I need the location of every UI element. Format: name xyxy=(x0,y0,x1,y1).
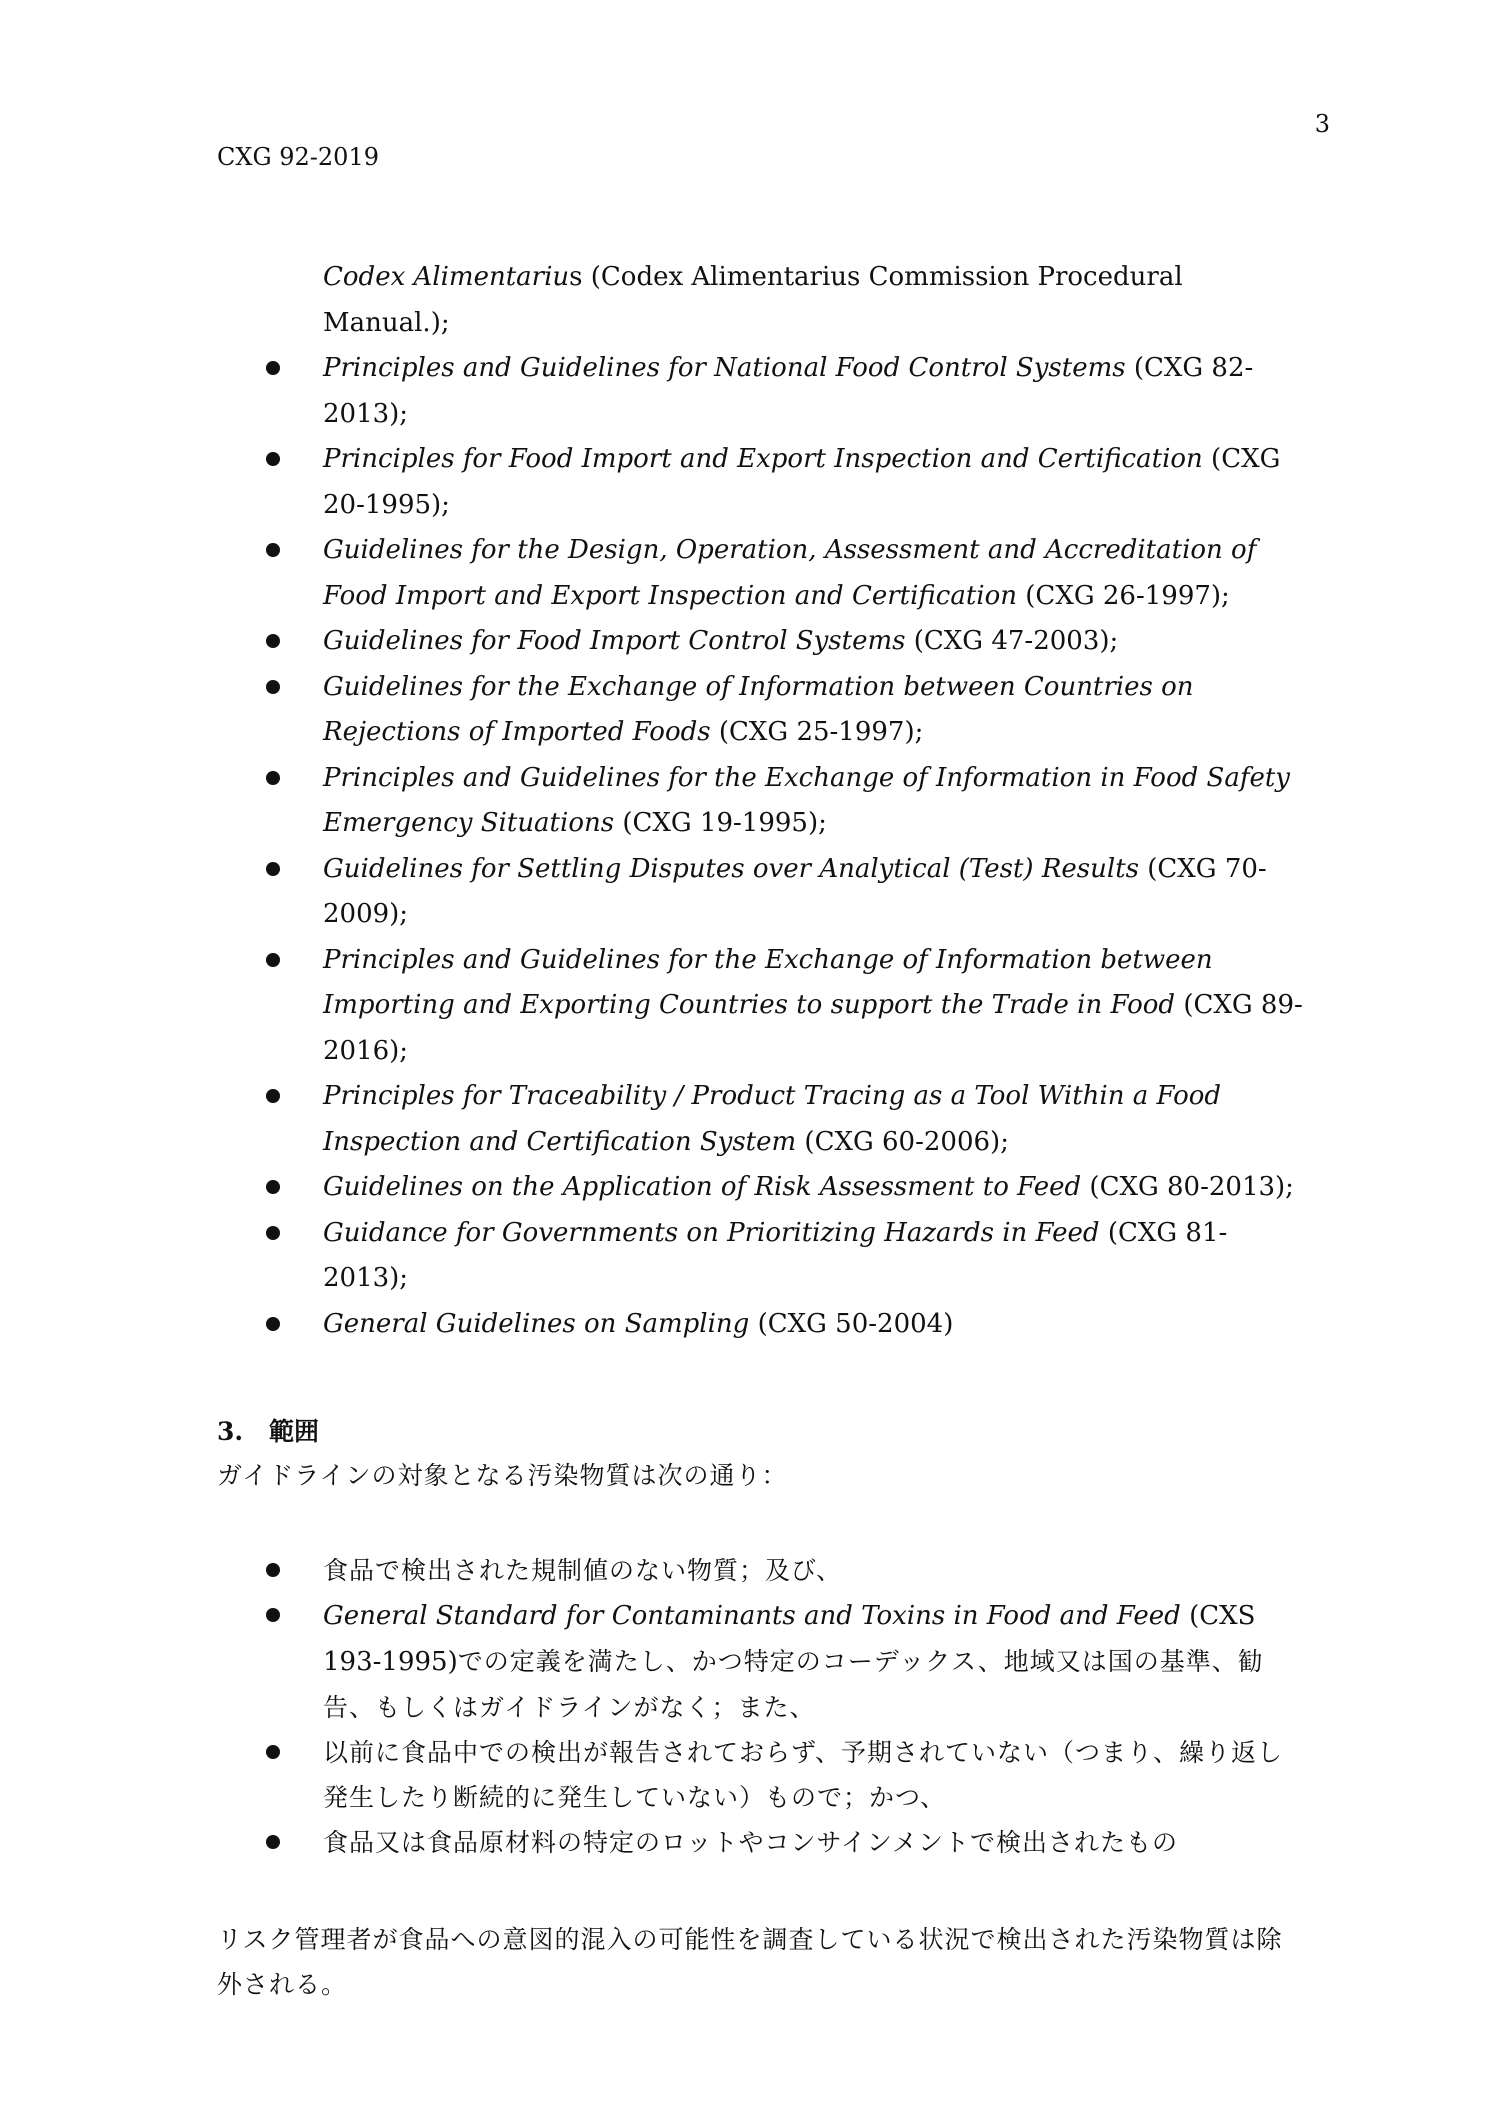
section-title: 範囲 xyxy=(269,1417,320,1446)
reference-code: (CXG 19-1995); xyxy=(614,808,827,838)
bullet-icon xyxy=(266,1608,280,1622)
reference-item xyxy=(217,346,1307,437)
reference-title: Guidelines for Food Import Control Systems xyxy=(323,626,906,656)
reference-title: Principles for Traceability / Product Tracing as a Tool Within a Food Inspection and Certification System xyxy=(323,1081,1222,1157)
page-number: 3 xyxy=(1314,110,1330,138)
reference-item xyxy=(217,847,1307,938)
bullet-icon xyxy=(266,953,280,967)
reference-title: Principles and Guidelines for the Exchange of Information between Importing and Exporting Countries to support the Trade in Food xyxy=(323,944,1213,1020)
reference-item xyxy=(217,1165,1307,1211)
bullet-icon xyxy=(266,1563,280,1577)
reference-title: Guidelines on the Application of Risk Assessment to Feed xyxy=(323,1172,1082,1202)
scope-item xyxy=(217,1593,1307,1730)
section-number: 3. xyxy=(217,1417,244,1446)
reference-item xyxy=(217,437,1307,528)
reference-title: General Guidelines on Sampling xyxy=(323,1308,750,1339)
bullet-icon xyxy=(266,771,280,785)
document-code: CXG 92-2019 xyxy=(217,143,379,171)
bullet-icon xyxy=(266,1089,280,1103)
reference-code: (CXG 82-2013); xyxy=(323,353,1254,429)
standard-code: (CXS 193-1995) xyxy=(323,1601,1256,1677)
reference-item xyxy=(217,665,1307,756)
bullet-icon xyxy=(266,1835,280,1849)
reference-code: (CXG 81-2013); xyxy=(323,1217,1228,1293)
reference-code: (CXG 47-2003); xyxy=(905,626,1119,656)
reference-item xyxy=(217,528,1307,619)
reference-code: (CXG 50-2004) xyxy=(749,1308,954,1339)
reference-item xyxy=(217,756,1307,847)
scope-item xyxy=(217,1548,1307,1593)
page-content xyxy=(217,255,1307,2007)
reference-title: Guidance for Governments on Prioritizing Hazards in Feed xyxy=(323,1217,1100,1248)
reference-code: (CXG 20-1995); xyxy=(323,444,1281,520)
scope-intro: ガイドラインの対象となる汚染物質は次の通り： xyxy=(217,1461,788,1490)
reference-item xyxy=(217,1074,1307,1165)
bullet-icon xyxy=(266,1180,280,1194)
reference-code: (CXG 89-2016); xyxy=(323,990,1303,1066)
bullet-icon xyxy=(266,1317,280,1331)
reference-title: Principles for Food Import and Export Inspection and Certification xyxy=(323,444,1203,474)
reference-code: (CXG 80-2013); xyxy=(1081,1172,1294,1202)
reference-list xyxy=(217,346,1307,1347)
reference-code: (CXG 26-1997); xyxy=(1017,580,1230,611)
reference-item xyxy=(217,619,1307,665)
scope-item-text: 以前に食品中での検出が報告されておらず、予期されていない（つまり、繰り返し発生したり断続的に発生していない）もので；かつ、 xyxy=(323,1738,1284,1812)
reference-code: (CXG 70-2009); xyxy=(323,853,1267,929)
reference-item xyxy=(217,938,1307,1075)
bullet-icon xyxy=(266,1745,280,1759)
continuation-rest: s (Codex Alimentarius Commission Procedural Manual.); xyxy=(323,262,1183,338)
scope-item-text: での定義を満たし、かつ特定のコーデックス、地域又は国の基準、勧告、もしくはガイドラインがなく；また、 xyxy=(323,1647,1264,1722)
section-heading xyxy=(217,1410,1307,1454)
reference-title: Principles and Guidelines for the Exchange of Information in Food Safety Emergency Situations xyxy=(323,762,1290,838)
bullet-icon xyxy=(266,1226,280,1240)
bullet-icon xyxy=(266,543,280,557)
scope-list xyxy=(217,1548,1307,1865)
reference-title: Principles and Guidelines for National Food Control Systems xyxy=(323,353,1126,383)
bullet-icon xyxy=(266,452,280,466)
continuation-italic: Codex Alimentariu xyxy=(323,262,570,292)
reference-item xyxy=(217,1302,1307,1348)
scope-item xyxy=(217,1820,1307,1865)
bullet-icon xyxy=(266,680,280,694)
bullet-icon xyxy=(266,361,280,375)
exclusion-paragraph: リスク管理者が食品への意図的混入の可能性を調査している状況で検出された汚染物質は除外される。 xyxy=(217,1925,1283,1999)
reference-continuation xyxy=(217,255,1307,346)
reference-item xyxy=(217,1211,1307,1302)
scope-item xyxy=(217,1730,1307,1820)
reference-title: Guidelines for Settling Disputes over Analytical (Test) Results xyxy=(323,853,1139,884)
bullet-icon xyxy=(266,862,280,876)
reference-title: Guidelines for the Design, Operation, Assessment and Accreditation of Food Import and Export Inspection and Certification xyxy=(323,535,1257,611)
scope-item-text: 食品又は食品原材料の特定のロットやコンサインメントで検出されたもの xyxy=(323,1828,1179,1857)
reference-code: (CXG 25-1997); xyxy=(710,717,924,747)
reference-title: Guidelines for the Exchange of Information between Countries on Rejections of Imported Foods xyxy=(323,671,1194,747)
standard-title: General Standard for Contaminants and Toxins in Food and Feed xyxy=(323,1601,1181,1631)
reference-code: (CXG 60-2006); xyxy=(796,1126,1009,1157)
bullet-icon xyxy=(266,634,280,648)
scope-item-text: 食品で検出された規制値のない物質；及び、 xyxy=(323,1556,843,1585)
